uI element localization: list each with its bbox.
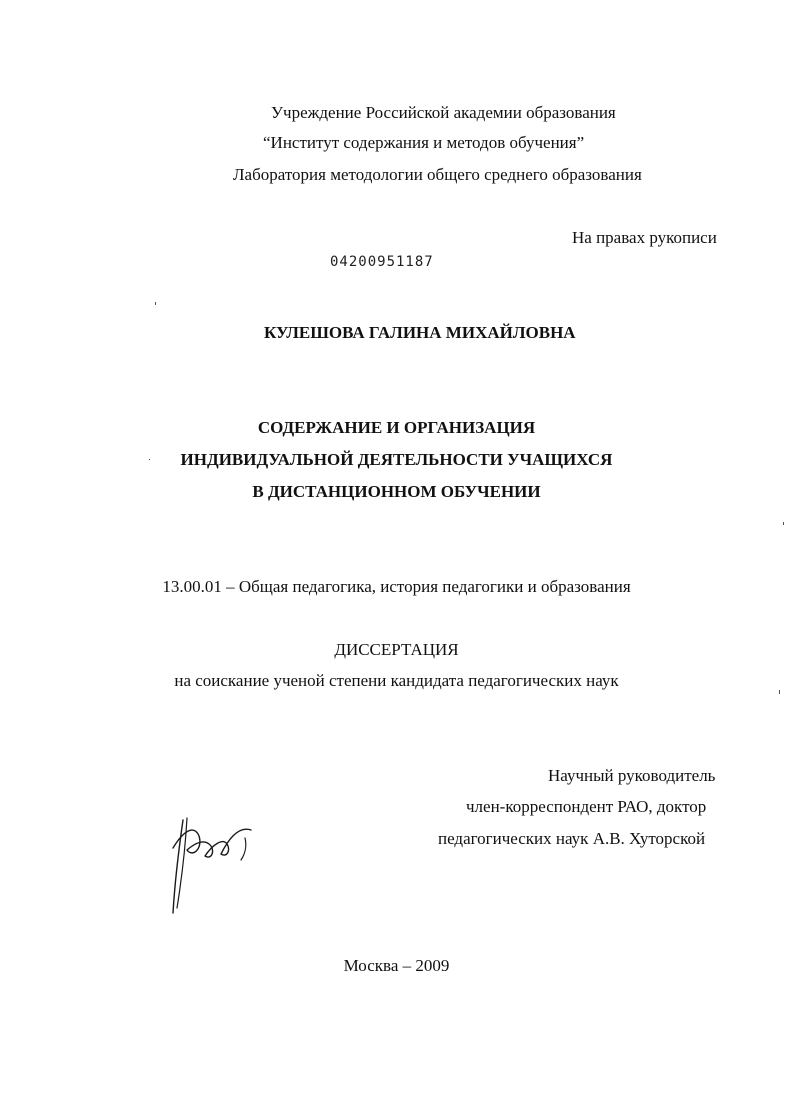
- scan-speck: [779, 690, 780, 694]
- city-year: Москва – 2009: [343, 956, 450, 975]
- scan-speck: [155, 302, 156, 305]
- laboratory-name: Лаборатория методологии общего среднего образования: [233, 165, 642, 184]
- degree-line: на соискание ученой степени кандидата педагогических наук: [174, 671, 619, 690]
- supervisor-label: Научный руководитель: [548, 766, 716, 785]
- scan-speck: [149, 459, 150, 460]
- dissertation-title-line-1: СОДЕРЖАНИЕ И ОРГАНИЗАЦИЯ: [257, 418, 536, 437]
- dissertation-title-line-2: ИНДИВИДУАЛЬНОЙ ДЕЯТЕЛЬНОСТИ УЧАЩИХСЯ: [180, 450, 613, 469]
- document-type: ДИССЕРТАЦИЯ: [334, 640, 459, 659]
- signature-icon: [165, 808, 260, 918]
- specialty-code: 13.00.01 – Общая педагогика, история педагогики и образования: [162, 577, 631, 596]
- dissertation-title-line-3: В ДИСТАНЦИОННОМ ОБУЧЕНИИ: [252, 482, 541, 501]
- manuscript-note: На правах рукописи: [572, 228, 717, 247]
- author-name: КУЛЕШОВА ГАЛИНА МИХАЙЛОВНА: [264, 323, 576, 342]
- institution-name: Учреждение Российской академии образования: [271, 103, 616, 122]
- institute-name: “Институт содержания и методов обучения”: [263, 133, 585, 152]
- supervisor-name: педагогических наук А.В. Хуторской: [438, 829, 706, 848]
- registration-number: 04200951187: [330, 254, 434, 270]
- supervisor-title: член-корреспондент РАО, доктор: [466, 797, 707, 816]
- scan-speck: [783, 522, 784, 525]
